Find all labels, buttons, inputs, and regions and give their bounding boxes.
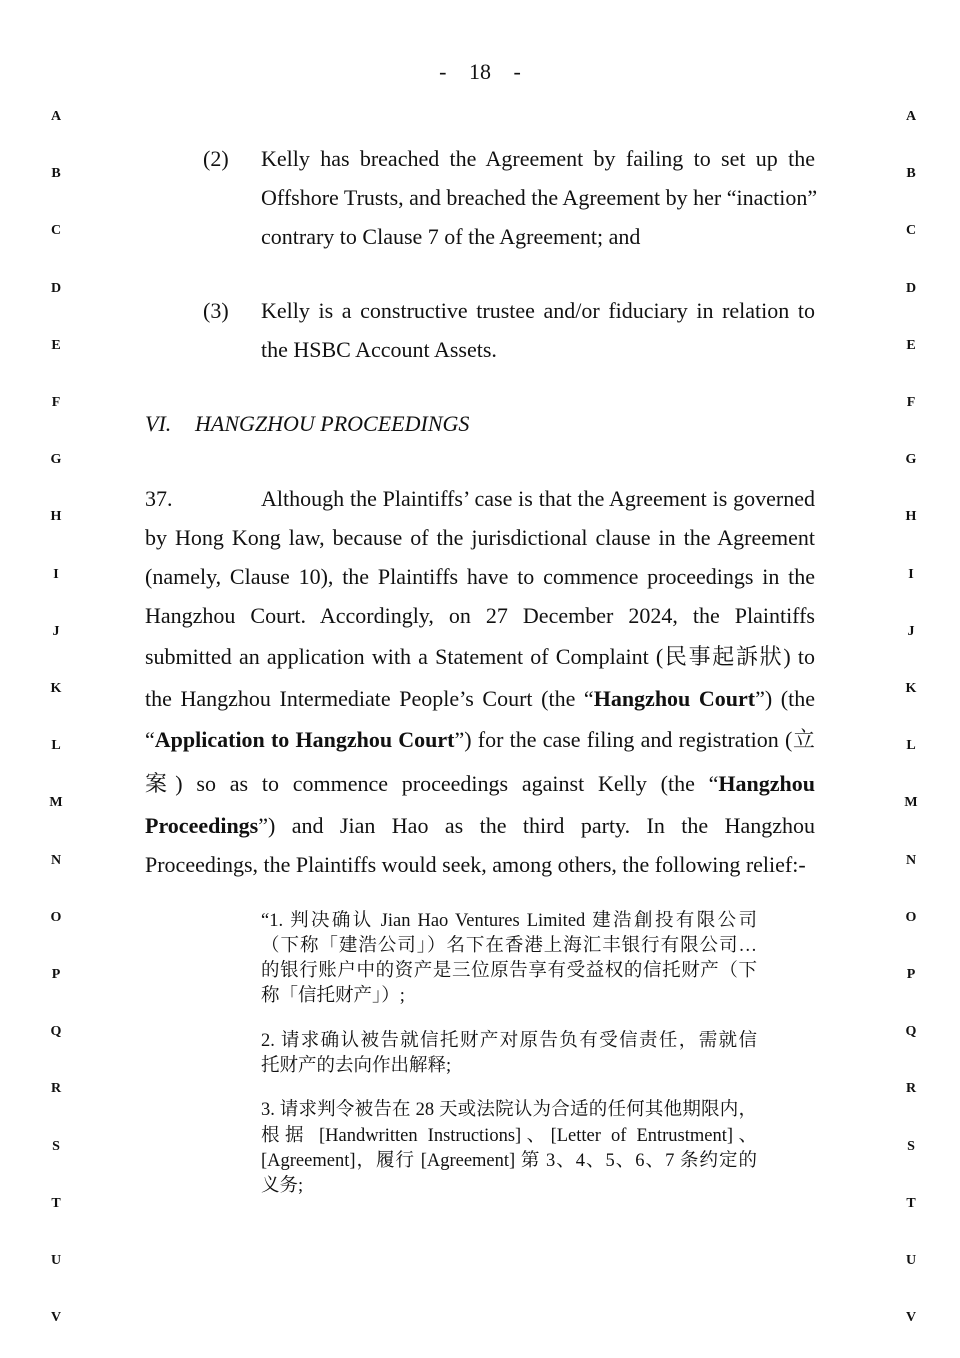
line-text: the Hangzhou Intermediate People’s Court (the “	[145, 686, 594, 711]
margin-letter-left: J	[52, 623, 60, 639]
defined-term: Hangzhou Court	[593, 686, 756, 711]
margin-letter-right: T	[906, 1195, 916, 1211]
margin-letter-right: D	[905, 280, 917, 296]
margin-letter-left: D	[50, 280, 62, 296]
line-text: 案) so as to commence proceedings against Kelly (the “	[145, 771, 719, 796]
relief-line: （下称「建浩公司」）名下在香港上海汇丰银行有限公司…	[261, 936, 757, 956]
margin-letter-left: L	[51, 738, 61, 754]
margin-letter-right: N	[905, 852, 917, 868]
line-text: Proceedings, the Plaintiffs would seek, among others, the following relief:-	[145, 852, 806, 877]
list-item-line: Offshore Trusts, and breached the Agreement by her “inaction”	[261, 185, 818, 210]
margin-letter-right: O	[905, 909, 917, 925]
margin-letter-left: V	[50, 1310, 62, 1326]
section-heading-title: HANGZHOU PROCEEDINGS	[195, 411, 470, 436]
paragraph-line	[145, 769, 815, 799]
line-text: submitted an application with a Statement of Complaint (民事起訴狀) to	[145, 644, 815, 669]
margin-letter-left: F	[51, 395, 61, 410]
relief-line: [Agreement]，履行 [Agreement] 第 3、4、5、6、7 条约定的	[261, 1151, 757, 1171]
margin-letter-right: I	[908, 566, 914, 582]
paragraph-line	[261, 484, 815, 514]
margin-letter-right: G	[905, 452, 917, 468]
list-item-line: Kelly has breached the Agreement by failing to set up the	[261, 146, 815, 171]
margin-letter-right: U	[905, 1253, 917, 1268]
section-heading-number: VI.	[145, 411, 172, 436]
margin-letter-right: P	[906, 967, 916, 982]
margin-letter-left: H	[50, 509, 62, 525]
margin-letter-right: F	[906, 395, 916, 410]
defined-term: Application to Hangzhou Court	[154, 727, 455, 752]
paragraph-line	[145, 523, 815, 553]
margin-letter-right: E	[906, 337, 916, 353]
line-text: (namely, Clause 10), the Plaintiffs have to commence proceedings in the	[145, 564, 815, 589]
list-item-number: (2)	[203, 146, 229, 171]
margin-letter-left: A	[50, 109, 62, 124]
margin-letter-right: M	[904, 795, 918, 811]
relief-line: 义务;	[261, 1176, 304, 1196]
line-text: “	[145, 727, 155, 752]
margin-letter-right: B	[906, 166, 916, 182]
relief-line: 的银行账户中的资产是三位原告享有受益权的信托财产（下	[261, 961, 757, 981]
margin-letter-left: N	[50, 852, 62, 868]
list-item-number: (3)	[203, 298, 229, 323]
list-item-line: contrary to Clause 7 of the Agreement; and	[261, 224, 641, 249]
paragraph-line	[145, 601, 815, 631]
margin-letter-left: E	[51, 337, 61, 353]
paragraph-line	[145, 562, 815, 592]
margin-letter-right: K	[905, 681, 917, 696]
margin-letter-left: B	[51, 166, 61, 182]
margin-letter-left: O	[50, 909, 62, 925]
margin-letter-left: M	[49, 795, 63, 811]
line-text: ”) and Jian Hao as the third party. In the Hangzhou	[258, 813, 815, 838]
margin-letter-right: J	[907, 623, 915, 639]
margin-letter-right: S	[907, 1138, 915, 1154]
margin-letter-left: S	[52, 1138, 60, 1154]
margin-letter-right: V	[905, 1310, 917, 1326]
line-text: Hangzhou Court. Accordingly, on 27 December 2024, the Plaintiffs	[145, 603, 815, 628]
paragraph-line	[145, 642, 815, 672]
margin-letter-left: I	[53, 566, 59, 582]
margin-letter-left: T	[51, 1195, 61, 1211]
relief-line: 称「信托财产」）;	[261, 986, 405, 1006]
relief-line: “1. 判决确认 Jian Hao Ventures Limited 建浩創投有限公司	[261, 911, 757, 931]
paragraph-line	[145, 850, 815, 880]
line-text: Although the Plaintiffs’ case is that the Agreement is governed	[261, 486, 815, 511]
margin-letter-right: L	[906, 738, 916, 754]
margin-letter-right: R	[905, 1081, 917, 1097]
margin-letter-left: G	[50, 452, 62, 468]
margin-letter-left: Q	[50, 1024, 62, 1040]
relief-line: 托财产的去向作出解释;	[261, 1056, 452, 1076]
margin-letter-right: H	[905, 509, 917, 525]
paragraph-number: 37.	[145, 486, 173, 511]
paragraph-line	[145, 725, 815, 755]
margin-letter-left: R	[50, 1081, 62, 1097]
relief-line: 根据 [Handwritten Instructions]、[Letter of Entrustment]、	[261, 1126, 757, 1146]
list-item-line: Kelly is a constructive trustee and/or fiduciary in relation to	[261, 298, 815, 323]
margin-letter-right: A	[905, 109, 917, 124]
relief-line: 3. 请求判令被告在 28 天或法院认为合适的任何其他期限内，	[261, 1100, 757, 1120]
defined-term: Hangzhou	[718, 771, 815, 796]
margin-letter-right: Q	[905, 1024, 917, 1040]
margin-letter-left: P	[51, 967, 61, 982]
margin-letter-left: K	[50, 681, 62, 696]
line-text: ”) (the	[755, 686, 816, 711]
defined-term: Proceedings	[145, 813, 259, 838]
paragraph-line	[145, 684, 815, 714]
margin-letter-left: C	[50, 223, 62, 239]
relief-line: 2. 请求确认被告就信托财产对原告负有受信责任，需就信	[261, 1031, 757, 1051]
margin-letter-left: U	[50, 1253, 62, 1268]
page-number: - 18 -	[439, 59, 521, 84]
margin-letter-right: C	[905, 223, 917, 239]
line-text: by Hong Kong law, because of the jurisdictional clause in the Agreement	[145, 525, 815, 550]
paragraph-line	[145, 811, 815, 841]
line-text: ”) for the case filing and registration (立	[454, 727, 815, 752]
list-item-line: the HSBC Account Assets.	[261, 337, 497, 362]
